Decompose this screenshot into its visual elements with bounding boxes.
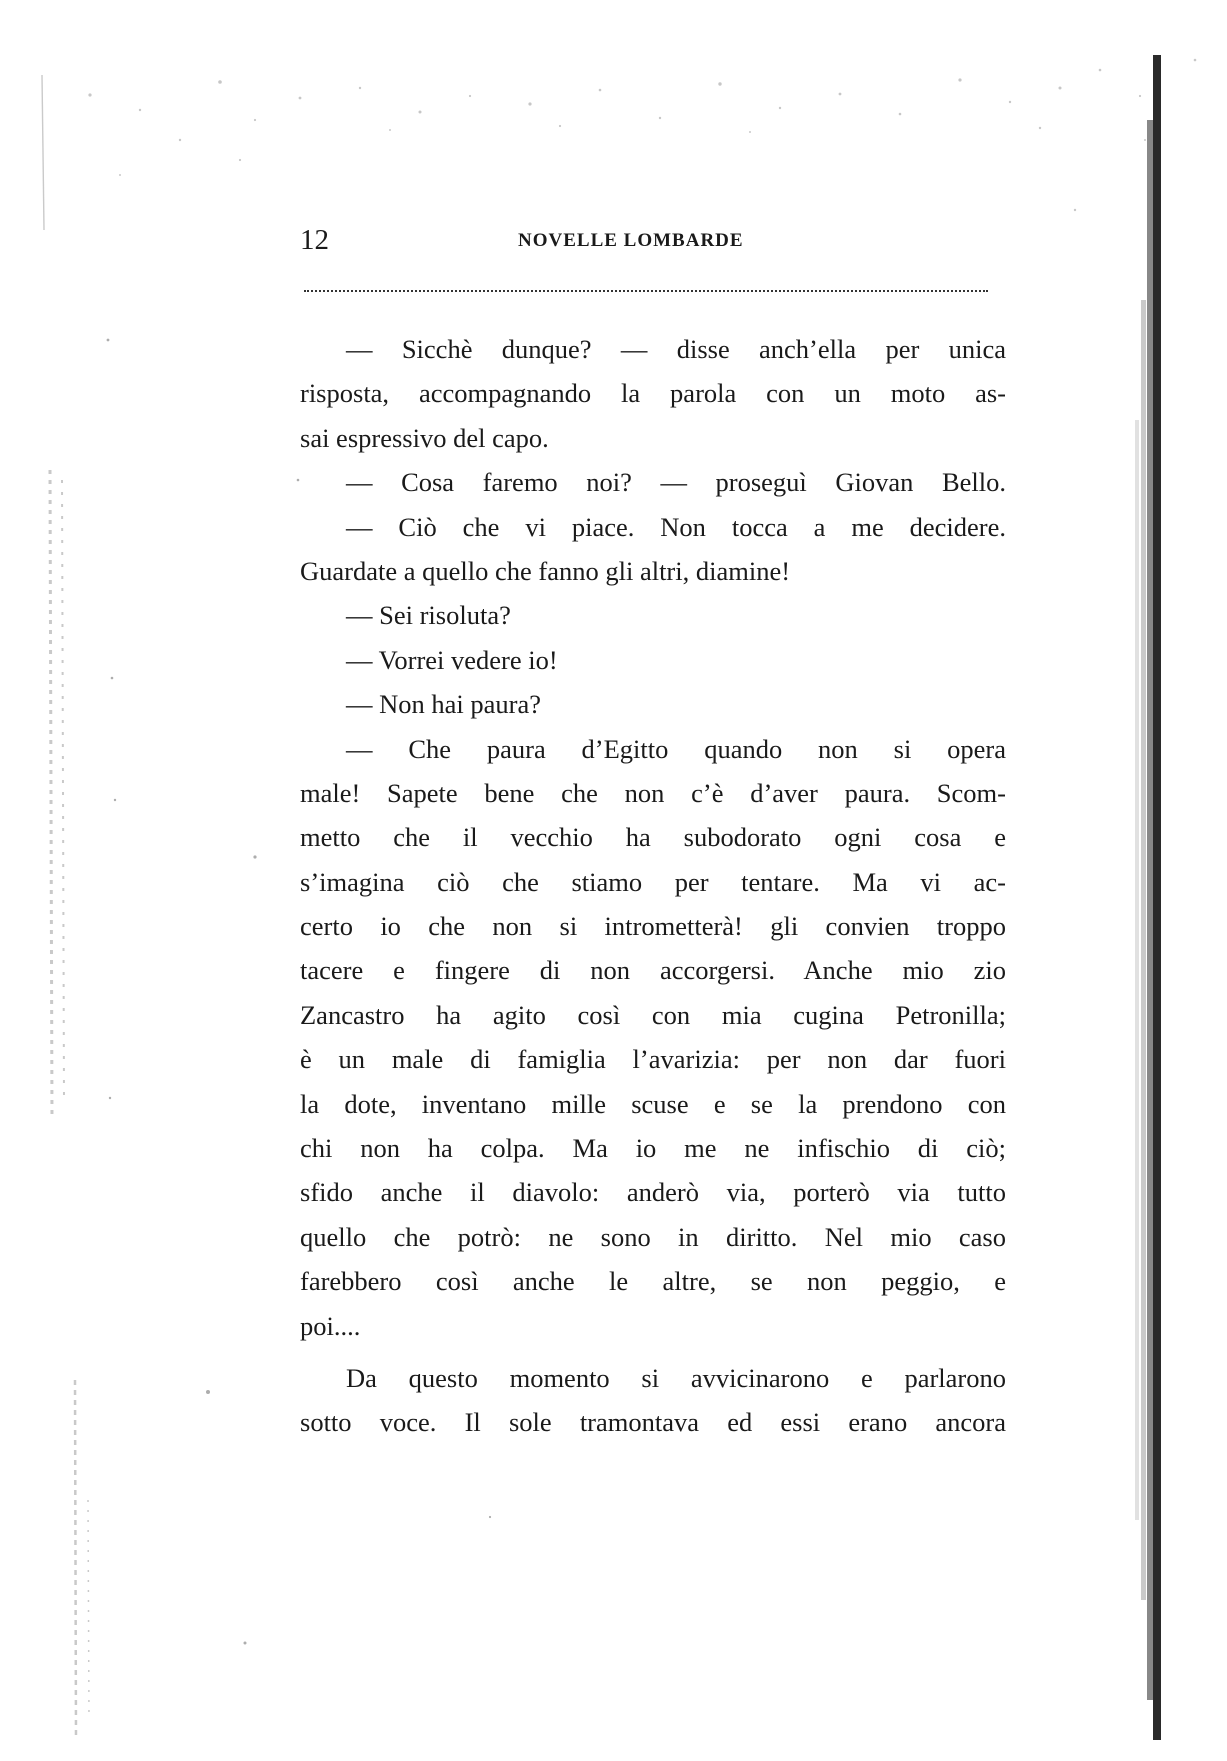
text-line: chi non ha colpa. Ma io me ne infischio di ciò; [300, 1133, 1006, 1164]
text-line: — Cosa faremo noi? — proseguì Giovan Bello. [346, 467, 1006, 498]
text-line: — Sicchè dunque? — disse anch’ella per unica [346, 334, 1006, 364]
running-header [300, 222, 990, 262]
page-number: 12 [300, 224, 329, 256]
text-line: — Ciò che vi piace. Non tocca a me decidere. [346, 511, 1006, 542]
text-line: sai espressivo del capo. [300, 422, 549, 453]
text-line: s’imagina ciò che stiamo per tentare. Ma vi ac- [300, 866, 1006, 897]
text-line: — Sei risoluta? [346, 600, 511, 631]
text-line: — Vorrei vedere io! [346, 644, 558, 675]
body-text [300, 327, 1006, 1445]
text-line: sotto voce. Il sole tramontava ed essi erano ancora [300, 1407, 1006, 1438]
text-line: male! Sapete bene che non c’è d’aver paura. Scom- [300, 777, 1006, 808]
header-rule [304, 290, 988, 292]
right-gutter-shadow [1135, 55, 1161, 1740]
text-line: — Che paura d’Egitto quando non si opera [346, 733, 1006, 764]
text-line: è un male di famiglia l’avarizia: per non dar fuori [300, 1044, 1006, 1075]
text-line: quello che potrò: ne sono in diritto. Nel mio caso [300, 1221, 1006, 1252]
text-line: risposta, accompagnando la parola con un moto as- [300, 378, 1006, 409]
text-line: Da questo momento si avvicinarono e parlarono [346, 1362, 1006, 1393]
text-line: tacere e fingere di non accorgersi. Anche mio zio [300, 955, 1006, 986]
text-line: poi.... [300, 1310, 361, 1341]
text-line: — Non hai paura? [346, 689, 541, 720]
text-line: farebbero così anche le altre, se non peggio, e [300, 1266, 1006, 1297]
running-title: NOVELLE LOMBARDE [518, 230, 744, 251]
left-edge-stain [42, 75, 89, 1740]
text-line: Guardate a quello che fanno gli altri, diamine! [300, 555, 791, 586]
text-line: certo io che non si intrometterà! gli convien troppo [300, 911, 1006, 942]
text-line: metto che il vecchio ha subodorato ogni cosa e [300, 822, 1006, 853]
text-line: sfido anche il diavolo: anderò via, porterò via tutto [300, 1177, 1006, 1208]
top-margin-speckle [88, 59, 1196, 212]
text-line: Zancastro ha agito così con mia cugina Petronilla; [300, 999, 1006, 1030]
text-line: la dote, inventano mille scuse e se la prendono con [300, 1088, 1006, 1119]
